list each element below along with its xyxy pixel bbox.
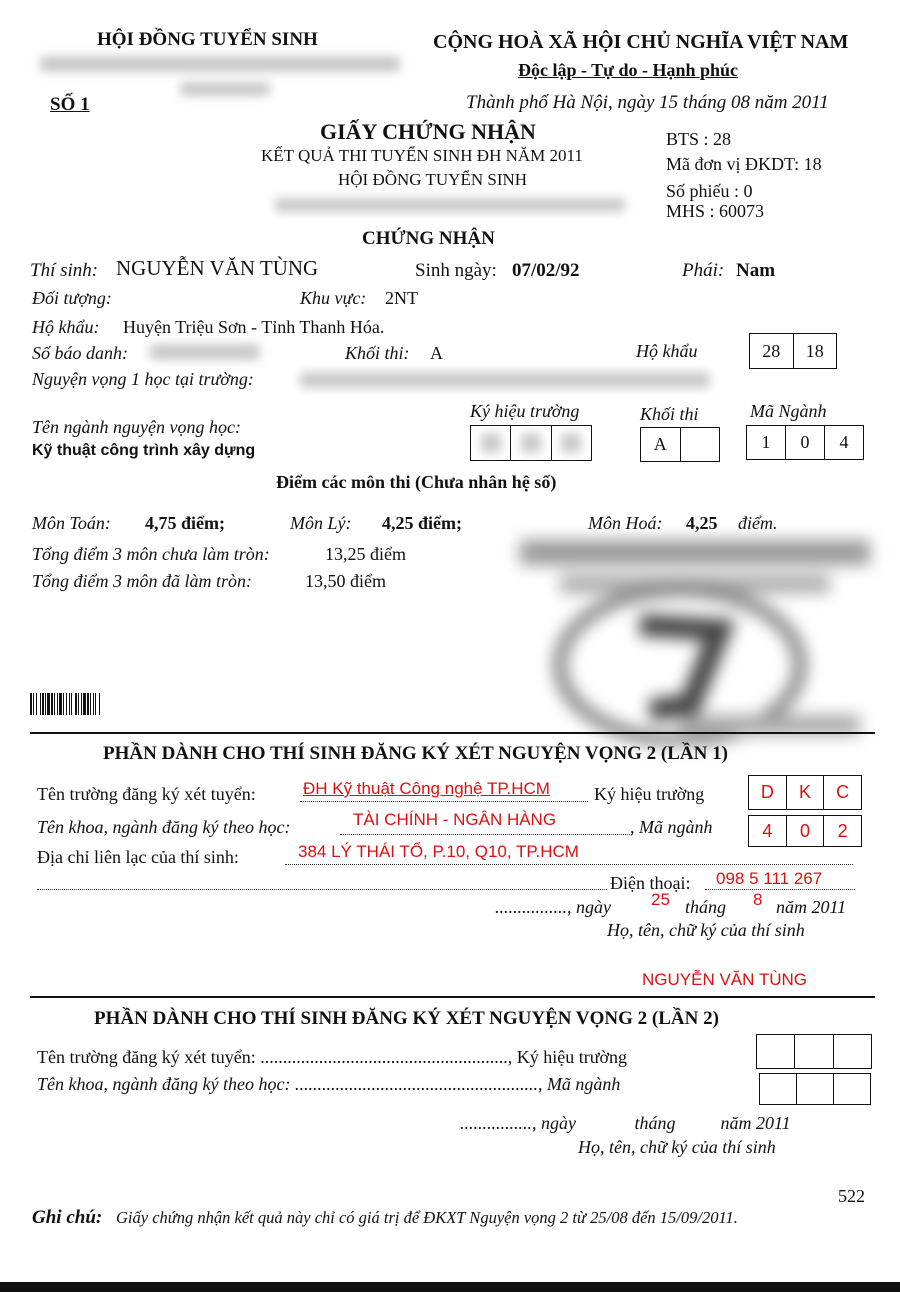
unit-code: Mã đơn vị ĐKDT: 18 [666, 154, 822, 174]
gender-label: Phái: [682, 260, 725, 281]
math-label: Môn Toán: [32, 513, 111, 533]
stamp-signature [520, 535, 870, 745]
school-code-label: Ký hiệu trường [470, 401, 580, 421]
dob: 07/02/92 [512, 260, 580, 281]
nv2r2-school-line: Tên trường đăng ký xét tuyển: ......................................................., Ký hiệu trường [37, 1047, 627, 1067]
region: 2NT [385, 288, 418, 308]
exam-block-col-label: Khối thi [640, 404, 699, 424]
chem-unit: điểm. [738, 513, 778, 533]
dotted-line [37, 889, 607, 890]
household-label: Hộ khẩu: [32, 317, 100, 337]
nv2-day: 25 [651, 890, 670, 909]
place-date: Thành phố Hà Nội, ngày 15 tháng 08 năm 2011 [466, 92, 829, 113]
nv2-phone: 098 5 111 267 [716, 869, 823, 888]
chem-score: 4,25 [686, 513, 718, 533]
nv2-year-label: năm 2011 [776, 897, 847, 917]
nv2r2-school-code-cell [795, 1035, 833, 1068]
nv2-round1-heading: PHẦN DÀNH CHO THÍ SINH ĐĂNG KÝ XÉT NGUYỆN VỌNG 2 (LẦN 1) [103, 743, 728, 764]
nv2-major-code-label: , Mã ngành [630, 817, 713, 837]
total-round: 13,50 điểm [305, 571, 386, 591]
nv2-month-label: tháng [685, 897, 727, 917]
motto: Độc lập - Tự do - Hạnh phúc [518, 60, 739, 80]
divider [30, 996, 875, 998]
household-code-label: Hộ khẩu [636, 341, 698, 361]
nv2-major-code-cell: 4 [749, 816, 787, 846]
major-code-cell: 1 [747, 426, 786, 459]
nv2-school-code-label: Ký hiệu trường [594, 784, 705, 804]
nv2-address: 384 LÝ THÁI TỔ, P.10, Q10, TP.HCM [298, 842, 579, 861]
major: Kỹ thuật công trình xây dựng [32, 442, 256, 459]
nv2-school-code-cell: D [749, 776, 787, 809]
exam-block-cell: A [641, 428, 681, 461]
nv2-major-code-cell: 0 [787, 816, 825, 846]
nv2-month: 8 [753, 890, 763, 909]
physics-label: Môn Lý: [290, 513, 352, 533]
nv2-address-label: Địa chỉ liên lạc của thí sinh: [37, 847, 239, 867]
section-certify: CHỨNG NHẬN [362, 228, 495, 249]
nv2-signature: NGUYỄN VĂN TÙNG [642, 970, 807, 989]
major-code-label: Mã Ngành [750, 401, 827, 421]
nv2-major-code-cell: 2 [837, 820, 848, 841]
nv2r2-school-code-cell [757, 1035, 795, 1068]
nv2-school-code-cell: K [787, 776, 825, 809]
dotted-line [340, 834, 632, 835]
council-title: HỘI ĐỒNG TUYỂN SINH [97, 29, 318, 50]
doc-title: GIẤY CHỨNG NHẬN [320, 119, 536, 144]
nv2-round2-heading: PHẦN DÀNH CHO THÍ SINH ĐĂNG KÝ XÉT NGUYỆN VỌNG 2 (LẦN 2) [94, 1008, 719, 1029]
divider [30, 732, 875, 734]
nv2r2-school-code-box [756, 1034, 872, 1069]
household-code-cell: 28 [750, 334, 794, 368]
nv2r2-date-line: ................, ngày tháng năm 2011 [460, 1113, 791, 1133]
major-label: Tên ngành nguyện vọng học: [32, 417, 241, 437]
physics-score: 4,25 điểm; [382, 513, 462, 533]
exam-block-box [640, 427, 720, 462]
nv2-major-code-box [748, 815, 862, 847]
candidate-name: NGUYỄN VĂN TÙNG [116, 256, 319, 280]
nv2-school-code-box [748, 775, 862, 810]
redacted-nv1-school [300, 372, 710, 388]
gender: Nam [736, 260, 776, 281]
chem-label: Môn Hoá: [588, 513, 663, 533]
candidate-label: Thí sinh: [30, 260, 99, 281]
redacted-council-school [275, 198, 625, 212]
nv2r2-sign-label: Họ, tên, chữ ký của thí sinh [578, 1137, 776, 1157]
mhs-code: MHS : 60073 [666, 201, 765, 221]
redacted-sbd [150, 344, 260, 360]
nv2-school: ĐH Kỹ thuật Công nghệ TP.HCM [303, 779, 550, 798]
nv2-sign-label: Họ, tên, chữ ký của thí sinh [607, 920, 805, 940]
region-label: Khu vực: [300, 288, 367, 308]
school-code-cell [552, 426, 591, 460]
math-score: 4,75 điểm; [145, 513, 225, 533]
bts-code: BTS : 28 [666, 129, 732, 149]
redacted-school-name [40, 56, 400, 72]
nv2-school-label: Tên trường đăng ký xét tuyển: [37, 784, 256, 804]
exam-block: A [430, 343, 443, 363]
school-code-cell [511, 426, 551, 460]
document-number: SỐ 1 [50, 94, 90, 115]
nv2-major: TÀI CHÍNH - NGÂN HÀNG [353, 810, 557, 829]
nv2r2-major-code-cell [797, 1074, 834, 1104]
ticket-number: Số phiếu : 0 [666, 181, 753, 201]
total-raw: 13,25 điểm [325, 544, 406, 564]
nv2r2-major-code-cell [760, 1074, 797, 1104]
redacted-school-code [180, 82, 270, 96]
exam-block-label: Khối thi: [345, 343, 410, 363]
barcode [30, 693, 156, 715]
total-round-label: Tổng điểm 3 môn đã làm tròn: [32, 571, 252, 591]
household: Huyện Triệu Sơn - Tỉnh Thanh Hóa. [123, 317, 385, 337]
nv2r2-school-code-cell [834, 1035, 871, 1068]
household-code-box [749, 333, 837, 369]
category-label: Đối tượng: [32, 288, 112, 308]
nv1-label: Nguyện vọng 1 học tại trường: [32, 369, 254, 389]
major-code-box [746, 425, 864, 460]
household-code-cell: 18 [805, 340, 824, 361]
page-code: 522 [838, 1186, 865, 1206]
nv2r2-major-line: Tên khoa, ngành đăng ký theo học: ......................................................, Mã ngành [37, 1074, 621, 1094]
doc-subtitle-2: HỘI ĐỒNG TUYỂN SINH [338, 170, 528, 189]
scan-bottom-edge [0, 1282, 900, 1292]
nation-title: CỘNG HOÀ XÃ HỘI CHỦ NGHĨA VIỆT NAM [433, 31, 849, 53]
nv2-school-code-cell: C [836, 782, 850, 802]
note-label: Ghi chú: [32, 1207, 103, 1228]
dotted-line [705, 889, 855, 890]
nv2-major-label: Tên khoa, ngành đăng ký theo học: [37, 817, 291, 837]
doc-subtitle-1: KẾT QUẢ THI TUYỂN SINH ĐH NĂM 2011 [261, 146, 583, 165]
major-code-cell: 0 [786, 426, 825, 459]
dotted-line [285, 864, 853, 865]
dob-label: Sinh ngày: [415, 260, 497, 281]
major-code-cell: 4 [839, 432, 849, 452]
nv2-day-label: ................, ngày [495, 897, 611, 917]
school-code-cell [471, 426, 511, 460]
nv2r2-major-code-box [759, 1073, 871, 1105]
total-raw-label: Tổng điểm 3 môn chưa làm tròn: [32, 544, 270, 564]
note-text: Giấy chứng nhận kết quả này chỉ có giá trị để ĐKXT Nguyện vọng 2 từ 25/08 đến 15/09/2011. [116, 1208, 738, 1227]
nv2-phone-label: Điện thoại: [610, 873, 691, 893]
nv2r2-major-code-cell [834, 1074, 870, 1104]
sbd-label: Số báo danh: [32, 343, 128, 363]
scores-heading: Điểm các môn thi (Chưa nhân hệ số) [276, 472, 557, 492]
exam-block-cell [681, 428, 720, 461]
school-code-box [470, 425, 592, 461]
dotted-line [300, 801, 588, 802]
